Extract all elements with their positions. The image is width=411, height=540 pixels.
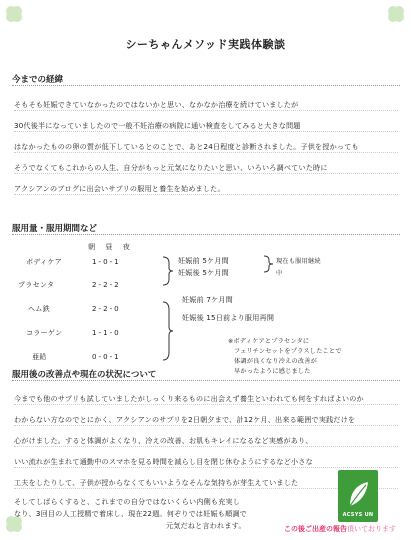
dosage-note: 体調が良くなり冷えの改善が — [234, 358, 318, 365]
leaf-icon — [338, 474, 378, 514]
supplement-dose: 0-0-1 — [92, 352, 121, 361]
page-title: シーちゃんメソッド実践体験談 — [125, 38, 286, 51]
supplement-name: ヘム鉄 — [28, 304, 50, 313]
brand-logo-text: ACSYS UN — [342, 512, 374, 518]
history-line: そもそも妊娠できていなかったのではないかと思い、なかなか治療を続けていましたが — [14, 100, 299, 109]
clover-top-left-icon — [4, 4, 24, 24]
birth-report-note — [284, 524, 396, 534]
brace-bracket-icon — [262, 254, 276, 274]
history-line: そうでなくてもこれからの人生、自分がもっと元気になりたいと思い、いろいろ調べていた時に — [14, 163, 328, 172]
brace-bracket-icon — [160, 255, 176, 287]
birth-report-highlight: この後ご出産の報告 — [284, 525, 347, 533]
supplement-dose: 2-2-2 — [92, 280, 121, 289]
dosage-note: ※ボディケアとプラセンタに — [228, 338, 310, 345]
results-line: わからない方なのでとにかく、アクシアンのサプリを2日朝夕まで、計12ケ月、出来る範囲で実践だけを — [14, 415, 356, 424]
period-text: 現在も服用継続中 — [276, 258, 321, 277]
dosage-note: フェリチンセットをプラスしたことで — [234, 348, 342, 355]
section-divider — [12, 380, 400, 381]
supplement-dose: 1-0-1 — [92, 257, 121, 266]
history-line: はなかったものの卵の質が低下しているとのことで、あと24日程度と診断されました。子供を授かっても — [14, 142, 359, 151]
supplement-dose: 2-2-0 — [92, 304, 121, 313]
supplement-name: プラセンタ — [18, 280, 55, 289]
section-history-heading: 今までの経緯 — [12, 75, 64, 85]
section-divider — [12, 85, 400, 86]
results-line: なり、3回目の人工授精で着床し、現在22週。何ぞりでは妊娠も順調で — [14, 509, 247, 518]
section-divider — [12, 234, 400, 235]
supplement-name: ボディケア — [26, 257, 62, 266]
results-line: いい流れが生まれて通勤中のスマホを見る時間を減らし目を閉じ休むようにするなど小さな — [14, 457, 313, 466]
supplement-name: 亜鉛 — [32, 352, 47, 361]
period-text: 妊娠前 5ケ月間 — [178, 256, 229, 265]
section-dosage-heading: 服用量・服用期間など — [12, 224, 98, 234]
supplement-name: コラーゲン — [26, 328, 63, 337]
history-line: 30代後半になっていましたので一般不妊治療の病院に通い検査をしてみると大きな問題 — [14, 121, 301, 130]
period-text: 妊娠後 5ケ月間 — [178, 268, 229, 277]
period-text: 妊娠後 15日前より服用再開 — [182, 313, 275, 322]
period-text: 妊娠前 7ケ月間 — [182, 295, 233, 304]
birth-report-tail: 頂いております — [347, 525, 396, 533]
results-line: そしてしばらくすると、これまでの自分ではないくらい内側も充実し — [14, 497, 241, 506]
results-line: 元気だねと言われます。 — [166, 521, 246, 530]
clover-top-right-icon — [386, 4, 406, 24]
results-line: 工夫をしたりして、子供が授からなくてもいいようなそんな気持ちが芽生えていました — [14, 478, 299, 487]
time-header: 朝 昼 夜 — [88, 242, 134, 251]
supplement-dose: 1-1-0 — [92, 328, 121, 337]
results-line: 今までも他のサプリも試していましたがしっくり来るものに出会えず養生といわれても何をすればよいのか — [14, 394, 364, 403]
section-results-heading: 服用後の改善点や現在の状況について — [12, 370, 157, 380]
dosage-note: 早かったように感じました — [234, 368, 311, 375]
results-line: 心がけました。すると体調がよくなり、冷えの改善、お肌もキレイになるなど実感があり、 — [14, 436, 313, 445]
history-line: アクシアンのブログに出会いサプリの服用と養生を始めました。 — [14, 184, 225, 193]
brace-bracket-icon — [160, 300, 176, 362]
